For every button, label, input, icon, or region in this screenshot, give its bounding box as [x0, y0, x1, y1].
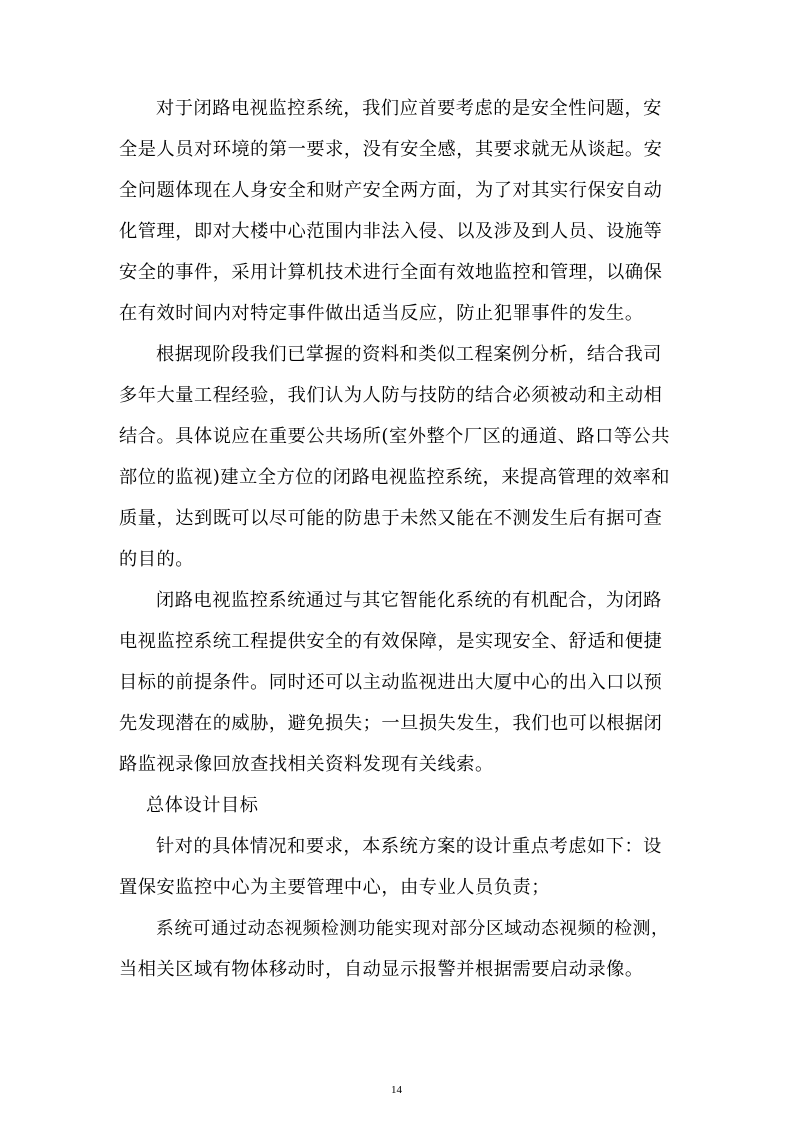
text-line: 根据现阶段我们已掌握的资料和类似工程案例分析，结合我司: [156, 344, 662, 365]
heading-line: 总体设计目标: [146, 795, 259, 816]
text-line: 化管理，即对大楼中心范围内非法入侵、以及涉及到人员、设施等: [119, 221, 663, 242]
text-line: 对于闭路电视监控系统，我们应首要考虑的是安全性问题，安: [156, 98, 662, 119]
text-line: 先发现潜在的威胁，避免损失；一旦损失发生，我们也可以根据闭: [119, 713, 663, 734]
text-line: 安全的事件，采用计算机技术进行全面有效地监控和管理，以确保: [119, 262, 663, 283]
text-line: 当相关区域有物体移动时，自动显示报警并根据需要启动录像。: [119, 959, 644, 980]
paragraph-analysis: [119, 334, 674, 580]
text-line: 闭路电视监控系统通过与其它智能化系统的有机配合，为闭路: [156, 590, 662, 611]
paragraph-motion-detection: [119, 908, 674, 990]
text-line: 结合。具体说应在重要公共场所(室外整个厂区的通道、路口等公共: [119, 426, 671, 447]
text-line: 电视监控系统工程提供安全的有效保障，是实现安全、舒适和便捷: [119, 631, 663, 652]
text-line: 全问题体现在人身安全和财产安全两方面，为了对其实行保安自动: [119, 180, 663, 201]
page-number: 14: [391, 1084, 402, 1096]
text-line: 多年大量工程经验，我们认为人防与技防的结合必须被动和主动相: [119, 385, 663, 406]
text-line: 路监视录像回放查找相关资料发现有关线索。: [119, 754, 494, 775]
section-heading: [119, 785, 674, 826]
paragraph-safety: [119, 88, 674, 334]
text-line: 针对的具体情况和要求，本系统方案的设计重点考虑如下：设: [156, 836, 662, 857]
text-line: 的目的。: [119, 549, 194, 570]
text-line: 部位的监视)建立全方位的闭路电视监控系统，来提高管理的效率和: [119, 467, 671, 488]
paragraph-design-focus: [119, 826, 674, 908]
text-line: 质量，达到既可以尽可能的防患于未然又能在不测发生后有据可查: [119, 508, 663, 529]
text-line: 在有效时间内对特定事件做出适当反应，防止犯罪事件的发生。: [119, 303, 644, 324]
paragraph-cctv-integration: [119, 580, 674, 785]
text-line: 系统可通过动态视频检测功能实现对部分区域动态视频的检测，: [156, 918, 670, 939]
text-line: 置保安监控中心为主要管理中心，由专业人员负责；: [119, 877, 550, 898]
text-line: 目标的前提条件。同时还可以主动监视进出大厦中心的出入口以预: [119, 672, 663, 693]
document-body: [119, 88, 674, 990]
text-line: 全是人员对环境的第一要求，没有安全感，其要求就无从谈起。安: [119, 139, 663, 160]
